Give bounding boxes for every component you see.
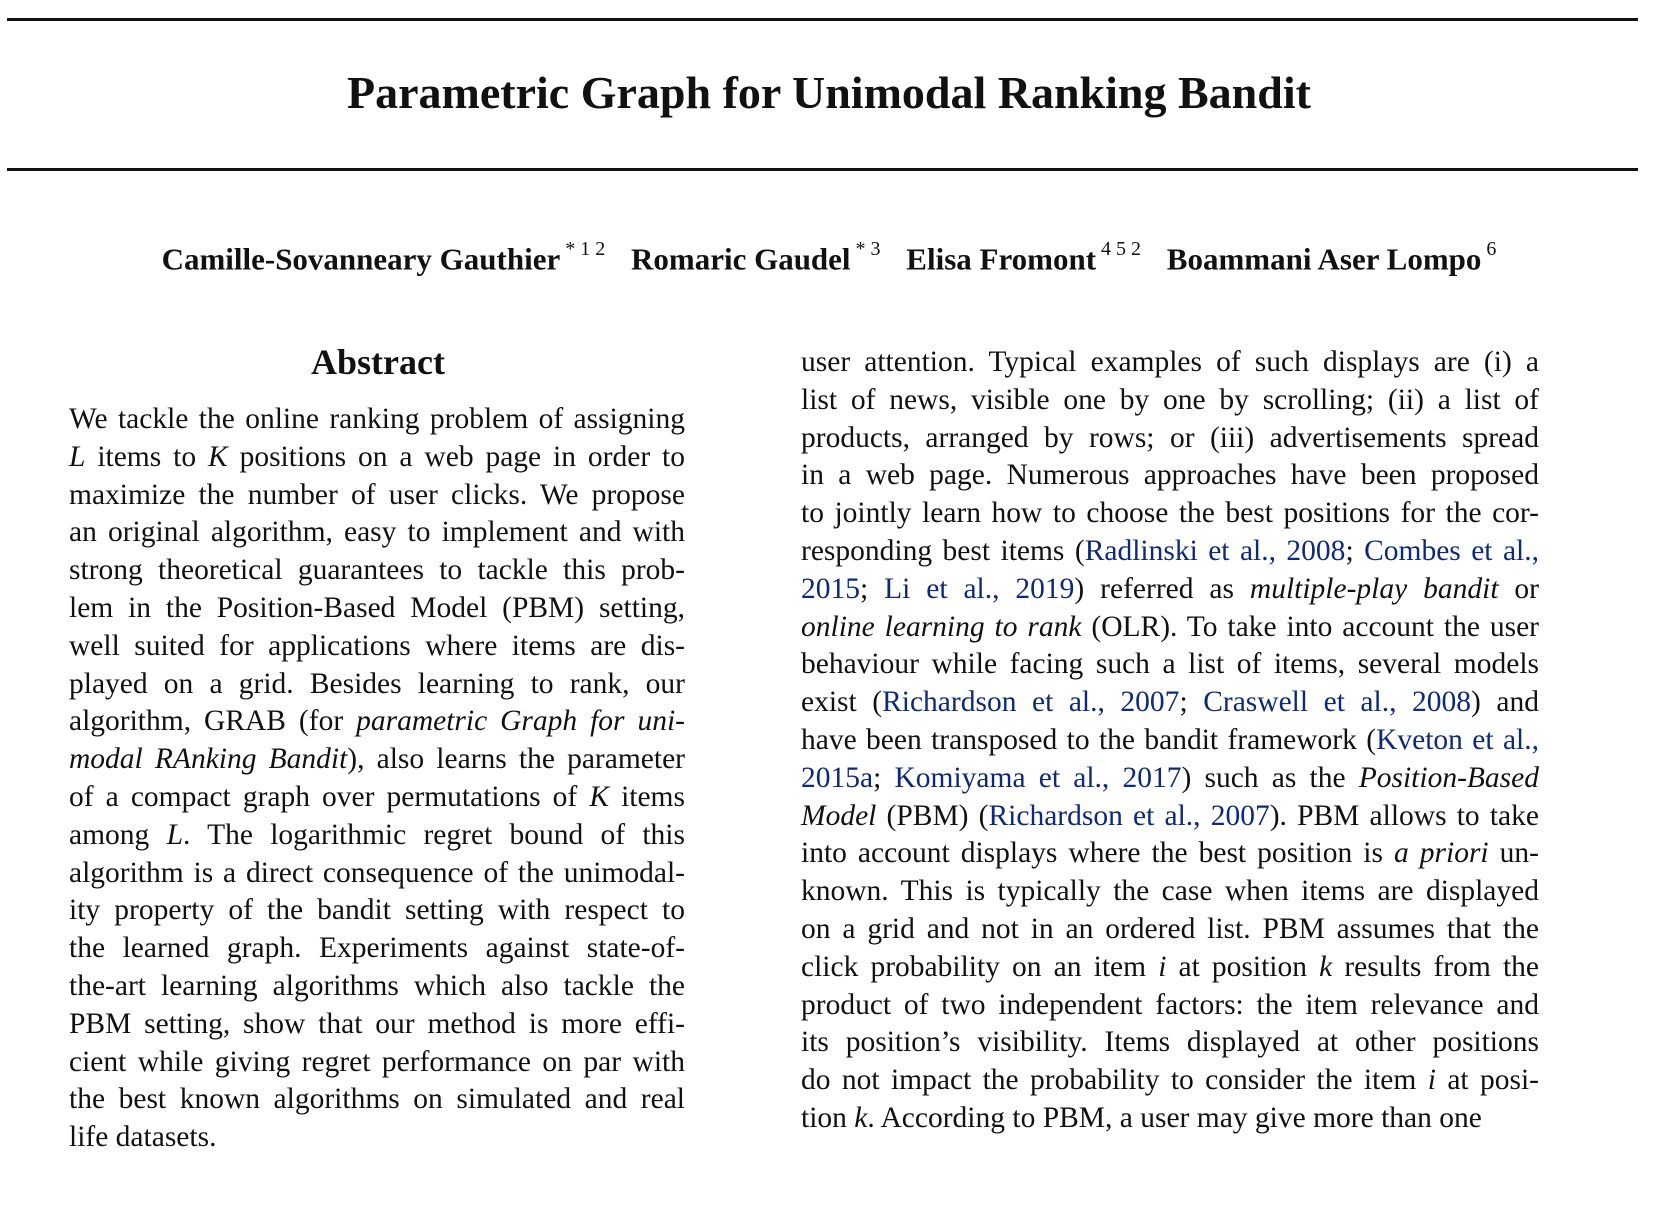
text-run: ) referred as bbox=[1074, 572, 1250, 605]
text-run: life datasets. bbox=[69, 1121, 217, 1154]
citation-link[interactable]: Kveton et al., bbox=[1376, 723, 1539, 756]
text-line bbox=[801, 911, 1539, 949]
text-run: behaviour while facing such a list of items, several models bbox=[801, 648, 1539, 681]
text-run: its position’s visibility. Items displayed at other positions bbox=[801, 1026, 1539, 1059]
bottom-rule bbox=[7, 168, 1638, 171]
text-run: . According to PBM, a user may give more than one bbox=[867, 1101, 1482, 1134]
text-run: click probability on an item bbox=[801, 950, 1159, 983]
text-line bbox=[69, 930, 685, 968]
author bbox=[906, 232, 1141, 279]
italic-text: online learning to rank bbox=[801, 610, 1082, 643]
author-name: Romaric Gaudel bbox=[630, 241, 851, 277]
text-run: ; bbox=[1345, 534, 1365, 567]
author-affiliation: 6 bbox=[1486, 238, 1497, 260]
text-line bbox=[69, 1044, 685, 1082]
text-run: items to bbox=[85, 440, 208, 473]
author bbox=[162, 232, 606, 279]
text-line bbox=[801, 760, 1539, 798]
text-line bbox=[801, 722, 1539, 760]
italic-text: Position-Based bbox=[1358, 761, 1539, 794]
top-rule bbox=[7, 18, 1638, 21]
citation-link[interactable]: 2015a bbox=[801, 761, 874, 794]
italic-text: L bbox=[69, 440, 86, 473]
text-line bbox=[69, 1119, 685, 1157]
text-line bbox=[801, 344, 1539, 382]
text-line bbox=[801, 382, 1539, 420]
text-run: algorithm, GRAB (for bbox=[69, 705, 357, 738]
citation-link[interactable]: Combes et al., bbox=[1364, 534, 1539, 567]
text-run: (OLR). To take into account the user bbox=[1081, 610, 1539, 643]
italic-text: a priori bbox=[1393, 837, 1489, 870]
text-line bbox=[69, 741, 685, 779]
text-run: results from the bbox=[1332, 950, 1539, 983]
text-run: ). PBM allows to take bbox=[1269, 799, 1539, 832]
abstract-heading: Abstract bbox=[311, 342, 445, 382]
author-name: Boammani Aser Lompo bbox=[1166, 241, 1482, 277]
text-run: the-art learning algorithms which also tackle the bbox=[69, 969, 685, 1002]
text-run: ) such as the bbox=[1181, 761, 1359, 794]
citation-link[interactable]: Richardson et al., 2007 bbox=[988, 799, 1270, 832]
text-line bbox=[801, 798, 1539, 836]
text-line bbox=[69, 1006, 685, 1044]
text-run: ) and bbox=[1471, 686, 1539, 719]
italic-text: i bbox=[1158, 950, 1167, 983]
text-line bbox=[801, 571, 1539, 609]
text-run: ), also learns the parameter bbox=[347, 743, 685, 776]
text-line bbox=[69, 477, 685, 515]
italic-text: multiple-play bandit bbox=[1249, 572, 1499, 605]
text-line bbox=[69, 401, 685, 439]
text-run: in a web page. Numerous approaches have been proposed bbox=[801, 459, 1539, 492]
italic-text: k bbox=[854, 1101, 868, 1134]
text-run: cient while giving regret performance on par with bbox=[69, 1045, 685, 1078]
author-affiliation: 4 5 2 bbox=[1101, 238, 1142, 260]
text-line bbox=[69, 552, 685, 590]
italic-text: K bbox=[589, 780, 609, 813]
text-line bbox=[801, 1100, 1539, 1138]
text-run: list of news, visible one by one by scrolling; (ii) a list of bbox=[801, 383, 1539, 416]
italic-text: L bbox=[166, 818, 183, 851]
author-name: Camille-Sovanneary Gauthier bbox=[161, 241, 561, 277]
text-run: items bbox=[609, 780, 685, 813]
text-run: We tackle the online ranking problem of assigning bbox=[69, 403, 685, 435]
author bbox=[631, 232, 881, 279]
text-run: into account displays where the best position is bbox=[801, 837, 1394, 870]
text-run: do not impact the probability to consider the item bbox=[801, 1064, 1428, 1097]
text-run: well suited for applications where items are dis- bbox=[69, 629, 685, 662]
italic-text: K bbox=[207, 440, 228, 473]
text-line bbox=[801, 987, 1539, 1025]
author-list bbox=[0, 232, 1658, 279]
citation-link[interactable]: Komiyama et al., 2017 bbox=[894, 761, 1182, 794]
text-line bbox=[69, 590, 685, 628]
text-line bbox=[69, 817, 685, 855]
text-run: ity property of the bandit setting with respect to bbox=[69, 894, 685, 927]
citation-link[interactable]: Richardson et al., 2007 bbox=[882, 686, 1180, 719]
text-line bbox=[69, 514, 685, 552]
text-line bbox=[69, 968, 685, 1006]
text-run: the learned graph. Experiments against state-of- bbox=[69, 932, 685, 965]
text-line bbox=[69, 439, 685, 477]
text-line bbox=[801, 609, 1539, 647]
text-line bbox=[801, 533, 1539, 571]
text-run: positions on a web page in order to bbox=[227, 440, 685, 473]
text-run: at position bbox=[1166, 950, 1320, 983]
text-run: played on a grid. Besides learning to rank, our bbox=[69, 667, 685, 700]
text-run: un- bbox=[1488, 837, 1539, 870]
text-line bbox=[801, 684, 1539, 722]
text-line bbox=[69, 1081, 685, 1119]
text-run: . The logarithmic regret bound of this bbox=[182, 818, 685, 851]
text-line bbox=[801, 495, 1539, 533]
italic-text: Model bbox=[801, 799, 877, 832]
text-run: ; bbox=[873, 761, 895, 794]
text-run: product of two independent factors: the item relevance and bbox=[801, 988, 1539, 1021]
citation-link[interactable]: Radlinski et al., 2008 bbox=[1084, 534, 1346, 567]
text-line bbox=[69, 892, 685, 930]
author-affiliation: * 3 bbox=[855, 238, 881, 260]
text-run: exist ( bbox=[801, 686, 883, 719]
text-run: PBM setting, show that our method is more effi- bbox=[69, 1007, 685, 1040]
text-run: tion bbox=[801, 1101, 855, 1134]
text-run: of a compact graph over permutations of bbox=[69, 780, 590, 813]
text-line bbox=[801, 1062, 1539, 1100]
text-run: the best known algorithms on simulated and real bbox=[69, 1083, 685, 1116]
text-run: lem in the Position-Based Model (PBM) setting, bbox=[69, 591, 685, 624]
text-run: algorithm is a direct consequence of the unimodal- bbox=[69, 856, 685, 889]
text-line bbox=[801, 949, 1539, 987]
italic-text: k bbox=[1319, 950, 1333, 983]
text-run: responding best items ( bbox=[801, 534, 1085, 567]
text-line bbox=[69, 855, 685, 893]
text-run: have been transposed to the bandit framework ( bbox=[801, 723, 1377, 756]
text-run: to jointly learn how to choose the best positions for the cor- bbox=[801, 497, 1539, 530]
text-run: ; bbox=[1179, 686, 1204, 719]
text-run: among bbox=[69, 818, 167, 851]
text-line bbox=[801, 457, 1539, 495]
text-run: or bbox=[1498, 572, 1540, 605]
abstract-body bbox=[69, 401, 685, 1157]
text-line bbox=[69, 666, 685, 704]
text-line bbox=[801, 420, 1539, 458]
text-line bbox=[801, 873, 1539, 911]
text-line bbox=[69, 703, 685, 741]
text-line bbox=[801, 835, 1539, 873]
text-line bbox=[69, 779, 685, 817]
italic-text: parametric Graph for uni- bbox=[356, 705, 685, 738]
text-run: (PBM) ( bbox=[876, 799, 989, 832]
italic-text: modal RAnking Bandit bbox=[69, 743, 348, 776]
text-run: an original algorithm, easy to implement and with bbox=[69, 516, 685, 549]
italic-text: i bbox=[1427, 1064, 1436, 1097]
paper-title: Parametric Graph for Unimodal Ranking Bandit bbox=[347, 67, 1311, 118]
text-run: ; bbox=[860, 572, 885, 605]
text-line bbox=[801, 1024, 1539, 1062]
text-run: products, arranged by rows; or (iii) advertisements spread bbox=[801, 421, 1539, 454]
citation-link[interactable]: 2015 bbox=[801, 572, 860, 605]
text-run: on a grid and not in an ordered list. PBM assumes that the bbox=[801, 912, 1539, 945]
citation-link[interactable]: Li et al., 2019 bbox=[884, 572, 1075, 605]
author-name: Elisa Fromont bbox=[906, 241, 1097, 277]
text-run: at posi- bbox=[1435, 1064, 1539, 1097]
text-run: user attention. Typical examples of such displays are (i) a bbox=[801, 346, 1539, 378]
citation-link[interactable]: Craswell et al., 2008 bbox=[1203, 686, 1472, 719]
text-run: strong theoretical guarantees to tackle this prob- bbox=[69, 554, 685, 587]
introduction-body bbox=[801, 344, 1539, 1138]
author bbox=[1167, 232, 1497, 279]
text-run: known. This is typically the case when items are displayed bbox=[801, 875, 1539, 908]
text-line bbox=[801, 646, 1539, 684]
text-run: maximize the number of user clicks. We propose bbox=[69, 478, 685, 511]
author-affiliation: * 1 2 bbox=[565, 238, 606, 260]
text-line bbox=[69, 628, 685, 666]
